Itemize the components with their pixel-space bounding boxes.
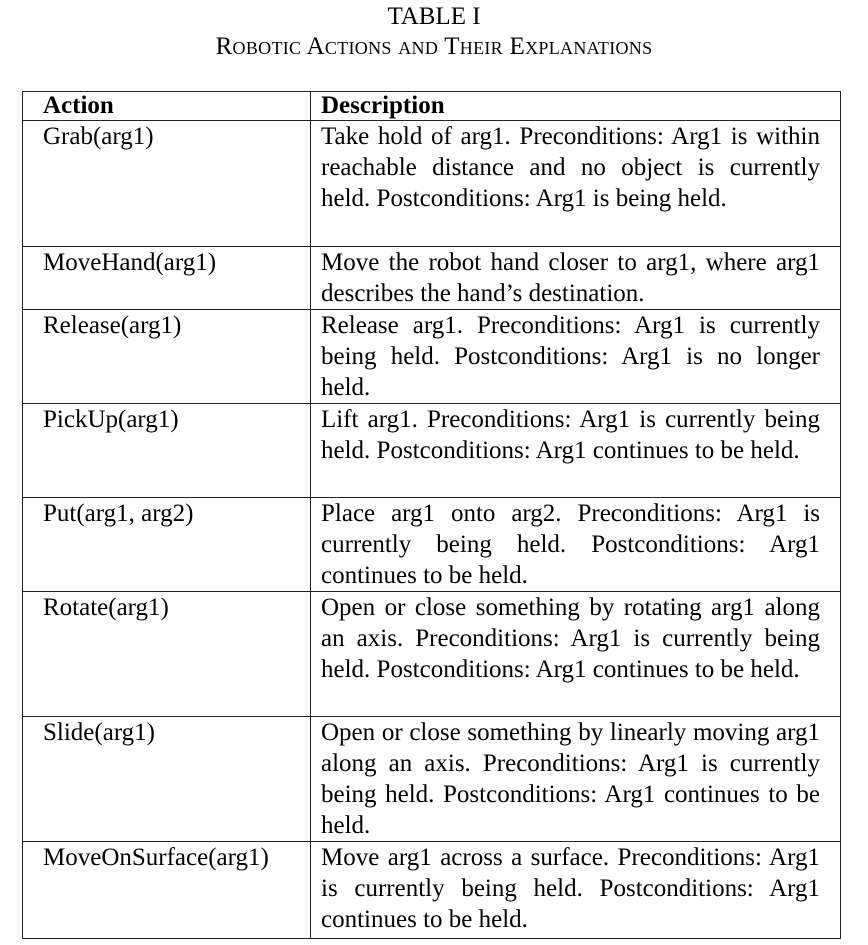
action-cell: Slide(arg1) <box>23 717 311 842</box>
table-row <box>23 247 841 310</box>
table-row <box>23 121 841 247</box>
description-cell: Open or close something by linearly moving arg1 along an axis. Preconditions: Arg1 is currently being held. Postconditions: Arg1 continues to be held. <box>311 717 841 842</box>
action-cell: Release(arg1) <box>23 310 311 404</box>
action-cell: Put(arg1, arg2) <box>23 498 311 592</box>
description-cell: Move the robot hand closer to arg1, where arg1 describes the hand’s destination. <box>311 247 841 310</box>
column-header-description: Description <box>311 92 841 121</box>
description-cell: Place arg1 onto arg2. Preconditions: Arg1 is currently being held. Postconditions: Arg1 continues to be held. <box>311 498 841 592</box>
table-number: TABLE I <box>387 3 481 30</box>
description-cell: Take hold of arg1. Preconditions: Arg1 is within reachable distance and no object is currently held. Postconditions: Arg1 is being held. <box>311 121 841 247</box>
description-cell: Lift arg1. Preconditions: Arg1 is currently being held. Postconditions: Arg1 continues to be held. <box>311 404 841 498</box>
table-row <box>23 310 841 404</box>
table-title: Robotic Actions and Their Explanations <box>215 33 653 60</box>
action-cell: Grab(arg1) <box>23 121 311 247</box>
description-cell: Open or close something by rotating arg1 along an axis. Preconditions: Arg1 is currently being held. Postconditions: Arg1 continues to be held. <box>311 592 841 717</box>
table-row <box>23 498 841 592</box>
description-cell: Release arg1. Preconditions: Arg1 is currently being held. Postconditions: Arg1 is no longer held. <box>311 310 841 404</box>
robotic-actions-table <box>22 91 841 939</box>
table-row <box>23 404 841 498</box>
description-cell: Move arg1 across a surface. Preconditions: Arg1 is currently being held. Postconditions: Arg1 continues to be held. <box>311 842 841 939</box>
column-header-action: Action <box>23 92 311 121</box>
table-row <box>23 842 841 939</box>
action-cell: PickUp(arg1) <box>23 404 311 498</box>
action-cell: MoveHand(arg1) <box>23 247 311 310</box>
table-row <box>23 592 841 717</box>
action-cell: Rotate(arg1) <box>23 592 311 717</box>
action-cell: MoveOnSurface(arg1) <box>23 842 311 939</box>
table-header-row <box>23 92 841 121</box>
table-row <box>23 717 841 842</box>
